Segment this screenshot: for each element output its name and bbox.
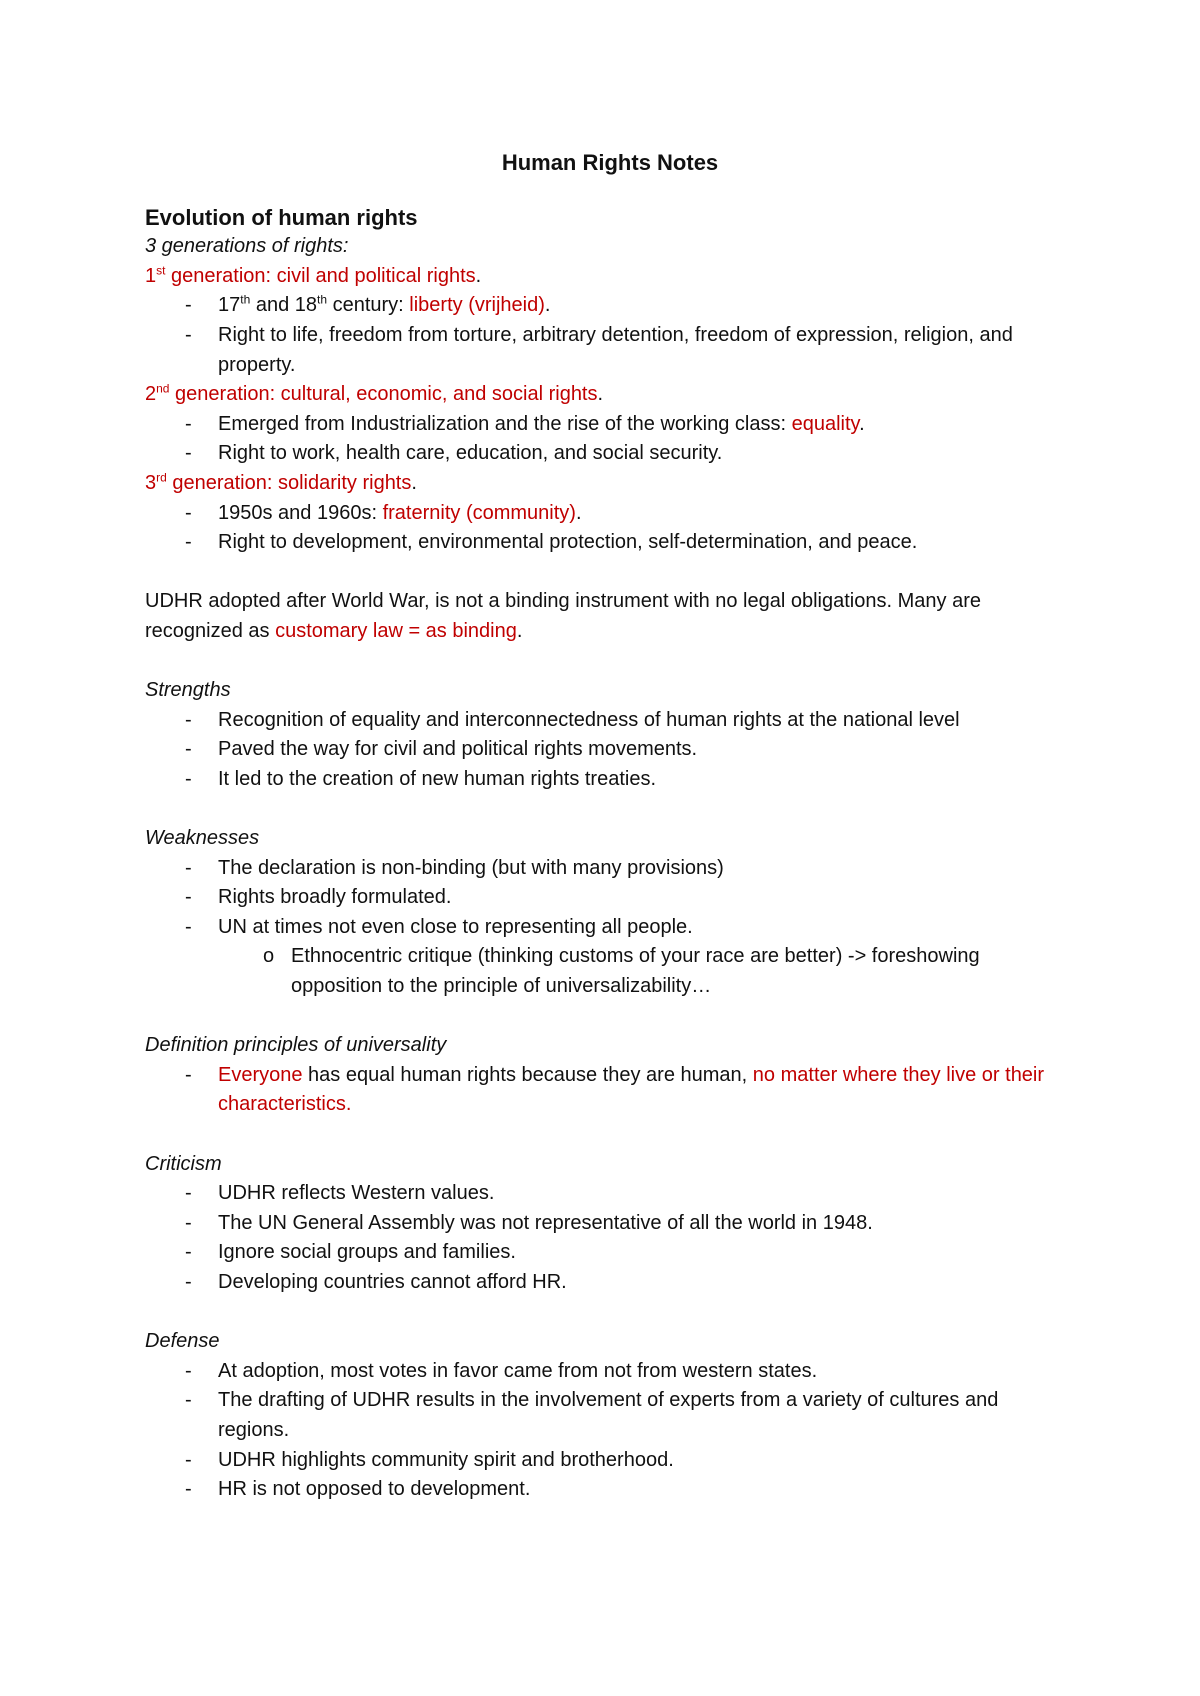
gen1-number: 1	[145, 264, 157, 287]
generation-3-heading	[145, 469, 1075, 499]
text-span: .	[575, 501, 582, 524]
list-item	[145, 439, 1075, 469]
udhr-paragraph	[145, 587, 1075, 646]
list-item	[145, 291, 1075, 321]
definition-heading: Definition principles of universality	[145, 1034, 447, 1057]
generation-2-heading	[145, 380, 1075, 410]
list-item	[145, 410, 1075, 440]
criticism-list	[145, 1179, 1075, 1297]
gen1-period: .	[475, 264, 482, 287]
bullet-dash: -	[185, 1359, 192, 1382]
list-item-text: Ethnocentric critique (thinking customs of your race are better) -> foreshowing opposition to the principle of universalizability…	[291, 945, 980, 998]
gen3-ordinal: rd	[156, 470, 167, 485]
strengths-list	[145, 706, 1075, 795]
text-span: century:	[327, 294, 410, 317]
bullet-dash: -	[185, 1241, 192, 1264]
bullet-dash: -	[185, 1270, 192, 1293]
list-item-text: Rights broadly formulated.	[218, 886, 452, 909]
text-span: .	[859, 412, 865, 435]
bullet-dash: -	[185, 767, 192, 790]
section-heading-evolution: Evolution of human rights	[145, 204, 418, 230]
bullet-dash: -	[185, 1063, 192, 1086]
bullet-dash: -	[185, 531, 192, 554]
highlight-text: Everyone	[218, 1063, 303, 1086]
list-item-text: HR is not opposed to development.	[218, 1478, 531, 1501]
text-span: has equal human rights because they are human,	[302, 1063, 753, 1086]
sub-list-item	[145, 942, 1075, 1001]
bullet-dash: -	[185, 1211, 192, 1234]
text-span: .	[516, 619, 523, 642]
highlight-text: fraternity (community)	[382, 501, 576, 524]
weaknesses-list	[145, 854, 1075, 1002]
gen3-list	[145, 499, 1075, 558]
bullet-dash: -	[185, 323, 192, 346]
bullet-dash: -	[185, 886, 192, 909]
list-item	[145, 1386, 1075, 1445]
text-span: .	[544, 294, 551, 317]
gen2-list	[145, 410, 1075, 469]
gen3-period: .	[411, 471, 417, 494]
highlight-text: no matter where they live or their characteristics.	[218, 1063, 1045, 1116]
list-item	[145, 1238, 1075, 1268]
list-item-text: The UN General Assembly was not representative of all the world in 1948.	[218, 1211, 873, 1234]
bullet-dash: -	[185, 1478, 192, 1501]
list-item-text: Right to work, health care, education, and social security.	[218, 442, 723, 465]
weaknesses-heading: Weaknesses	[145, 827, 260, 850]
gen1-list	[145, 291, 1075, 380]
bullet-dash: -	[185, 1448, 192, 1471]
list-item-text: Right to life, freedom from torture, arbitrary detention, freedom of expression, religion, and property.	[218, 323, 1013, 376]
list-item	[145, 528, 1075, 558]
list-item-text: UDHR highlights community spirit and brotherhood.	[218, 1448, 674, 1471]
bullet-dash: -	[185, 738, 192, 761]
highlight-text: liberty (vrijheid)	[409, 294, 545, 317]
list-item	[145, 1446, 1075, 1476]
list-item	[145, 1061, 1075, 1120]
bullet-dash: -	[185, 412, 192, 435]
document-title: Human Rights Notes	[501, 150, 719, 175]
bullet-circle: o	[263, 945, 275, 968]
list-item	[145, 765, 1075, 795]
ordinal-suffix: th	[317, 292, 328, 307]
list-item	[145, 499, 1075, 529]
text-span: and 18	[250, 294, 317, 317]
list-item-text: Developing countries cannot afford HR.	[218, 1270, 567, 1293]
bullet-dash: -	[185, 708, 192, 731]
bullet-dash: -	[185, 1182, 192, 1205]
list-item	[145, 1475, 1075, 1505]
bullet-dash: -	[185, 856, 192, 879]
list-item-text: Right to development, environmental protection, self-determination, and peace.	[218, 531, 918, 554]
list-item	[145, 913, 1075, 943]
gen3-number: 3	[145, 471, 157, 494]
gen1-label: generation: civil and political rights	[165, 264, 476, 287]
list-item	[145, 321, 1075, 380]
list-item-text: UDHR reflects Western values.	[218, 1182, 495, 1205]
list-item-text: Ignore social groups and families.	[218, 1241, 516, 1264]
list-item	[145, 1357, 1075, 1387]
criticism-heading: Criticism	[145, 1152, 222, 1175]
defense-heading: Defense	[145, 1330, 220, 1353]
list-item-text: At adoption, most votes in favor came from not from western states.	[218, 1359, 818, 1382]
gen2-ordinal: nd	[156, 381, 170, 396]
list-item-text: It led to the creation of new human rights treaties.	[218, 767, 657, 790]
list-item	[145, 735, 1075, 765]
list-item-text: Recognition of equality and interconnectedness of human rights at the national level	[218, 708, 960, 731]
bullet-dash: -	[185, 915, 192, 938]
bullet-dash: -	[185, 1389, 192, 1412]
bullet-dash: -	[185, 294, 192, 317]
text-span: 17	[218, 294, 241, 317]
gen1-ordinal: st	[156, 263, 166, 278]
list-item-text: The drafting of UDHR results in the involvement of experts from a variety of cultures and regions.	[218, 1389, 999, 1441]
subheading-generations: 3 generations of rights:	[145, 235, 349, 258]
bullet-dash: -	[185, 442, 192, 465]
list-item	[145, 854, 1075, 884]
generation-1-heading	[145, 262, 1075, 292]
list-item	[145, 883, 1075, 913]
highlight-text: equality	[791, 412, 860, 435]
ordinal-suffix: th	[240, 292, 251, 307]
paragraph-text: UDHR adopted after World War, is not a binding instrument with no legal obligations. Many are recognized as	[145, 590, 981, 642]
list-item-text: The declaration is non-binding (but with many provisions)	[218, 856, 724, 879]
gen2-number: 2	[145, 383, 157, 406]
list-item	[145, 1268, 1075, 1298]
list-item	[145, 706, 1075, 736]
text-span: Emerged from Industrialization and the rise of the working class:	[218, 412, 792, 435]
defense-list	[145, 1357, 1075, 1505]
list-item	[145, 1179, 1075, 1209]
highlight-text: customary law = as binding	[275, 619, 517, 642]
gen2-label: generation: cultural, economic, and social rights	[169, 383, 598, 406]
list-item-text: Paved the way for civil and political rights movements.	[218, 738, 698, 761]
gen3-label: generation: solidarity rights	[166, 471, 412, 494]
list-item-text: UN at times not even close to representing all people.	[218, 915, 693, 938]
strengths-heading: Strengths	[145, 679, 231, 702]
document-page	[145, 148, 1075, 1505]
gen2-period: .	[597, 383, 604, 406]
bullet-dash: -	[185, 501, 192, 524]
definition-list	[145, 1061, 1075, 1120]
text-span: 1950s and 1960s:	[218, 501, 383, 524]
list-item	[145, 1209, 1075, 1239]
